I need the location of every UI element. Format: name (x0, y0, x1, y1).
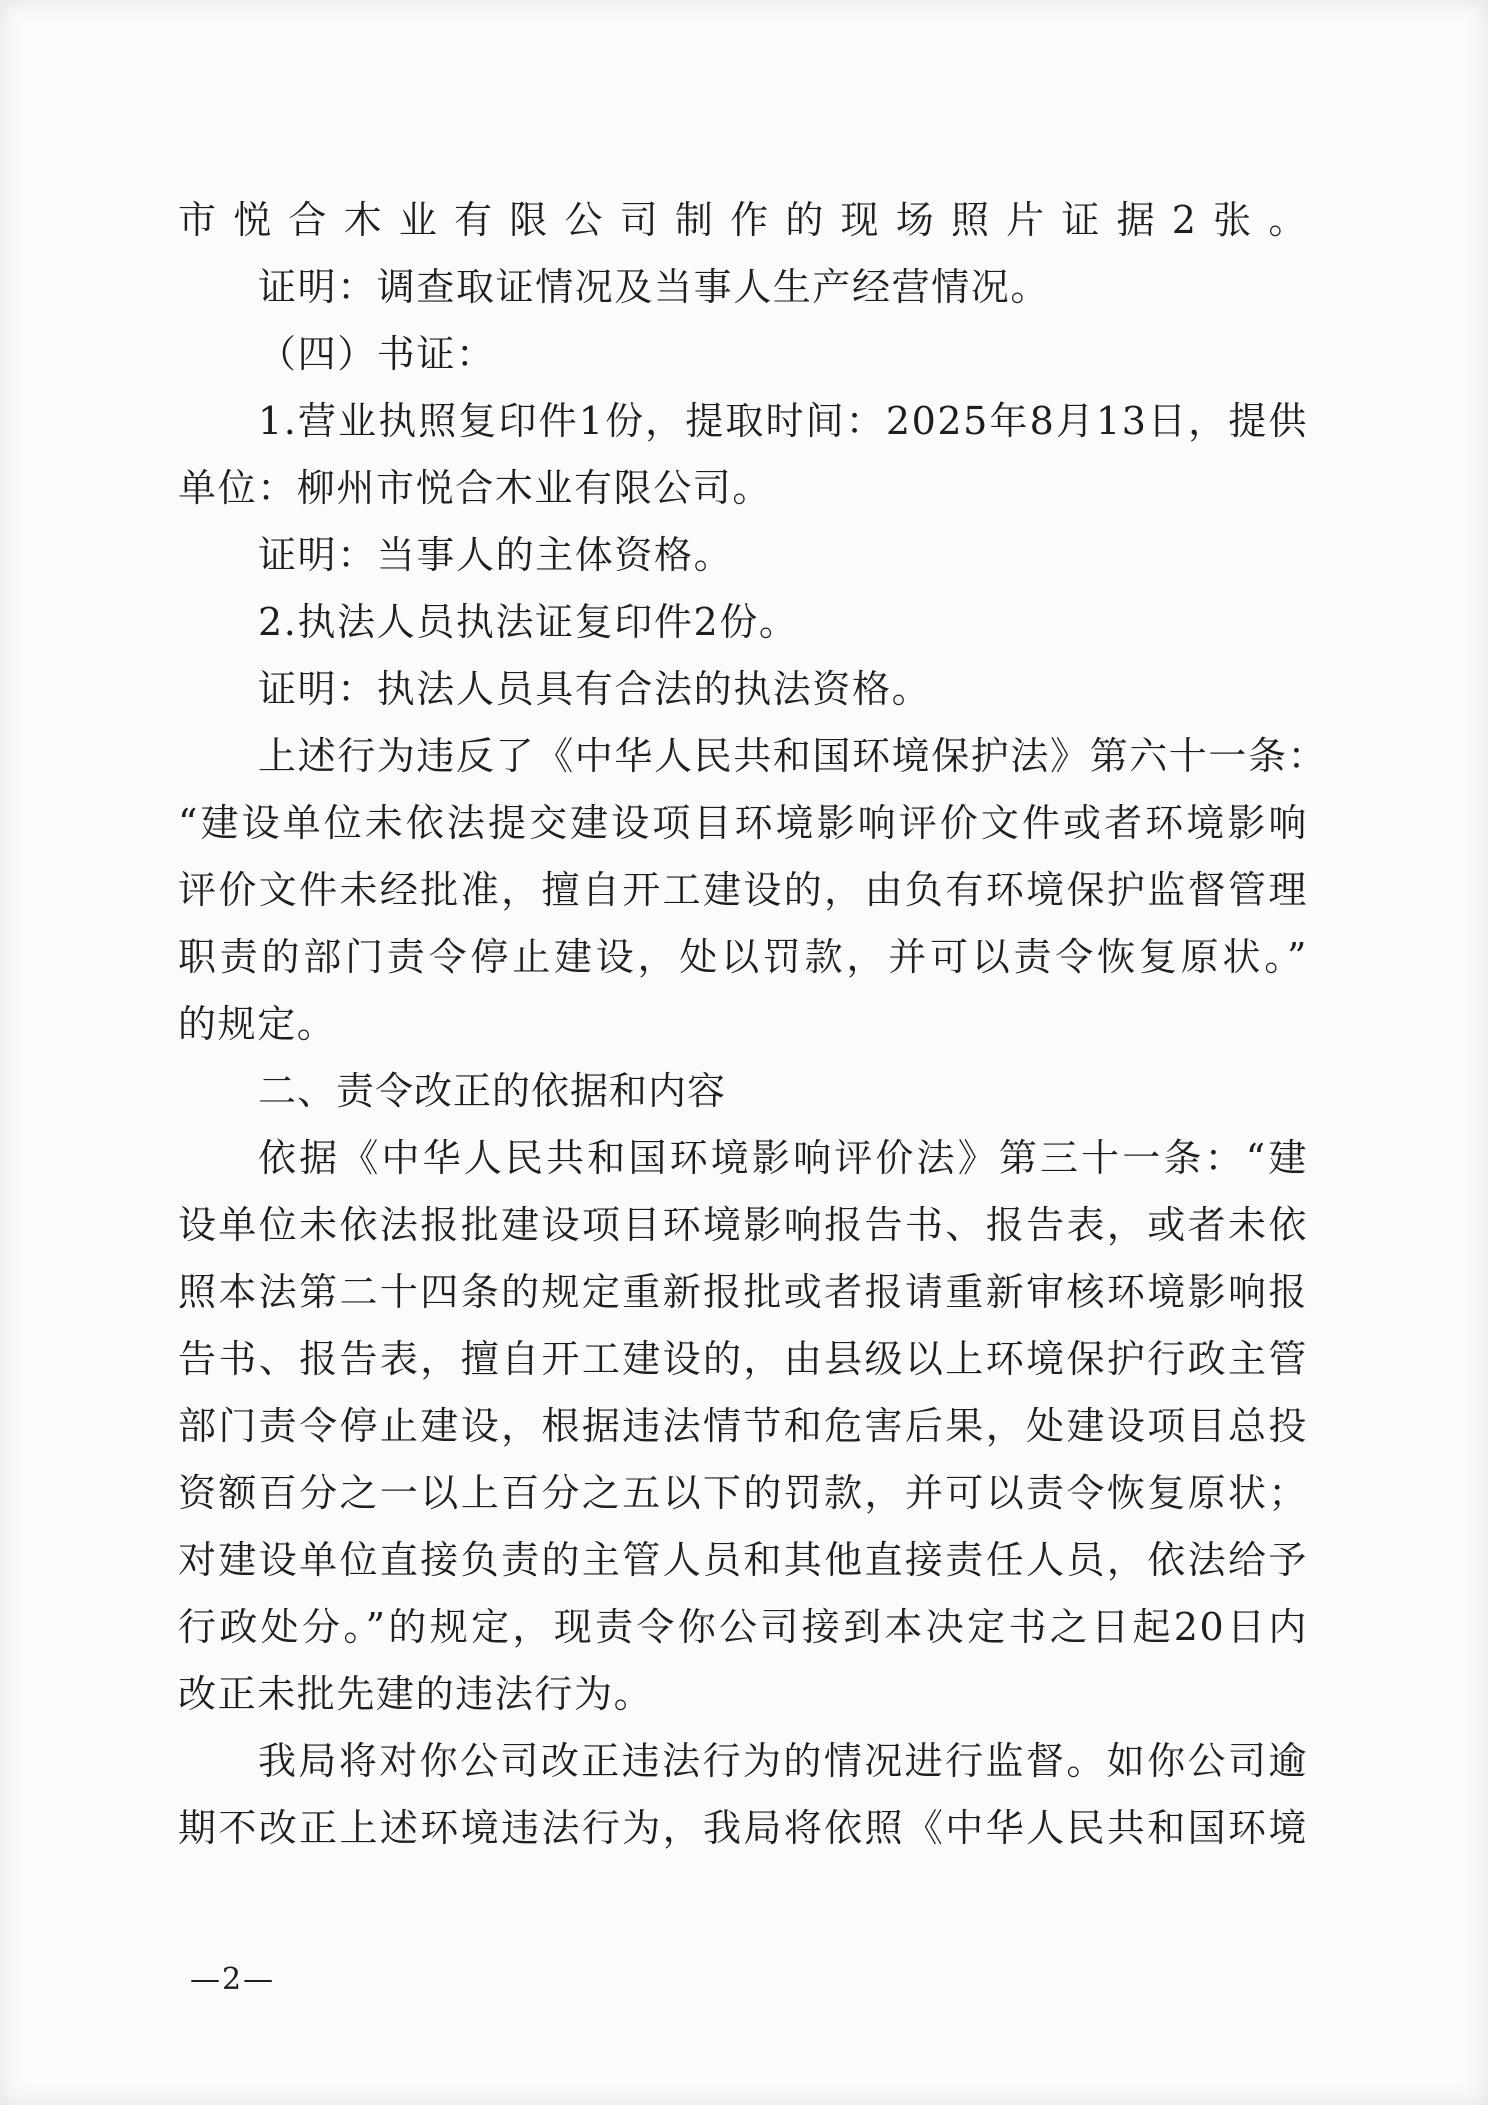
text-line-9: 上述行为违反了《中华人民共和国环境保护法》第六十一条： (258, 734, 1328, 778)
text-line-6: 证明：当事人的主体资格。 (258, 533, 734, 577)
text-line-20: 资额百分之一以上百分之五以下的罚款，并可以责令恢复原状； (178, 1471, 1308, 1515)
text-line-10: “建设单位未依法提交建设项目环境影响评价文件或者环境影响 (178, 801, 1308, 845)
text-line-22: 行政处分。”的规定，现责令你公司接到本决定书之日起20日内 (178, 1605, 1308, 1649)
text-line-1: 市悦合木业有限公司制作的现场照片证据2张。 (178, 198, 1308, 242)
text-line-16: 设单位未依法报批建设项目环境影响报告书、报告表，或者未依 (178, 1203, 1308, 1247)
text-line-19: 部门责令停止建设，根据违法情节和危害后果，处建设项目总投 (178, 1404, 1308, 1448)
text-line-7: 2.执法人员执法证复印件2份。 (258, 600, 799, 644)
text-line-3: （四）书证： (258, 332, 496, 376)
text-line-17: 照本法第二十四条的规定重新报批或者报请重新审核环境影响报 (178, 1270, 1308, 1314)
text-line-15: 依据《中华人民共和国环境影响评价法》第三十一条：“建 (258, 1136, 1308, 1180)
text-line-2: 证明：调查取证情况及当事人生产经营情况。 (258, 265, 1051, 309)
text-line-24: 我局将对你公司改正违法行为的情况进行监督。如你公司逾 (258, 1739, 1308, 1783)
text-line-13: 的规定。 (178, 1002, 337, 1046)
page-number: —2— (190, 1962, 276, 1997)
text-line-25: 期不改正上述环境违法行为，我局将依照《中华人民共和国环境 (178, 1806, 1308, 1850)
text-line-23: 改正未批先建的违法行为。 (178, 1672, 654, 1716)
section-heading: 二、责令改正的依据和内容 (258, 1069, 727, 1113)
text-line-21: 对建设单位直接负责的主管人员和其他直接责任人员，依法给予 (178, 1538, 1308, 1582)
text-line-5: 单位：柳州市悦合木业有限公司。 (178, 466, 773, 510)
text-line-18: 告书、报告表，擅自开工建设的，由县级以上环境保护行政主管 (178, 1337, 1308, 1381)
text-line-4: 1.营业执照复印件1份，提取时间：2025年8月13日，提供 (258, 399, 1308, 443)
text-line-11: 评价文件未经批准，擅自开工建设的，由负有环境保护监督管理 (178, 868, 1308, 912)
text-line-12: 职责的部门责令停止建设，处以罚款，并可以责令恢复原状。” (178, 935, 1308, 979)
text-line-8: 证明：执法人员具有合法的执法资格。 (258, 667, 932, 711)
